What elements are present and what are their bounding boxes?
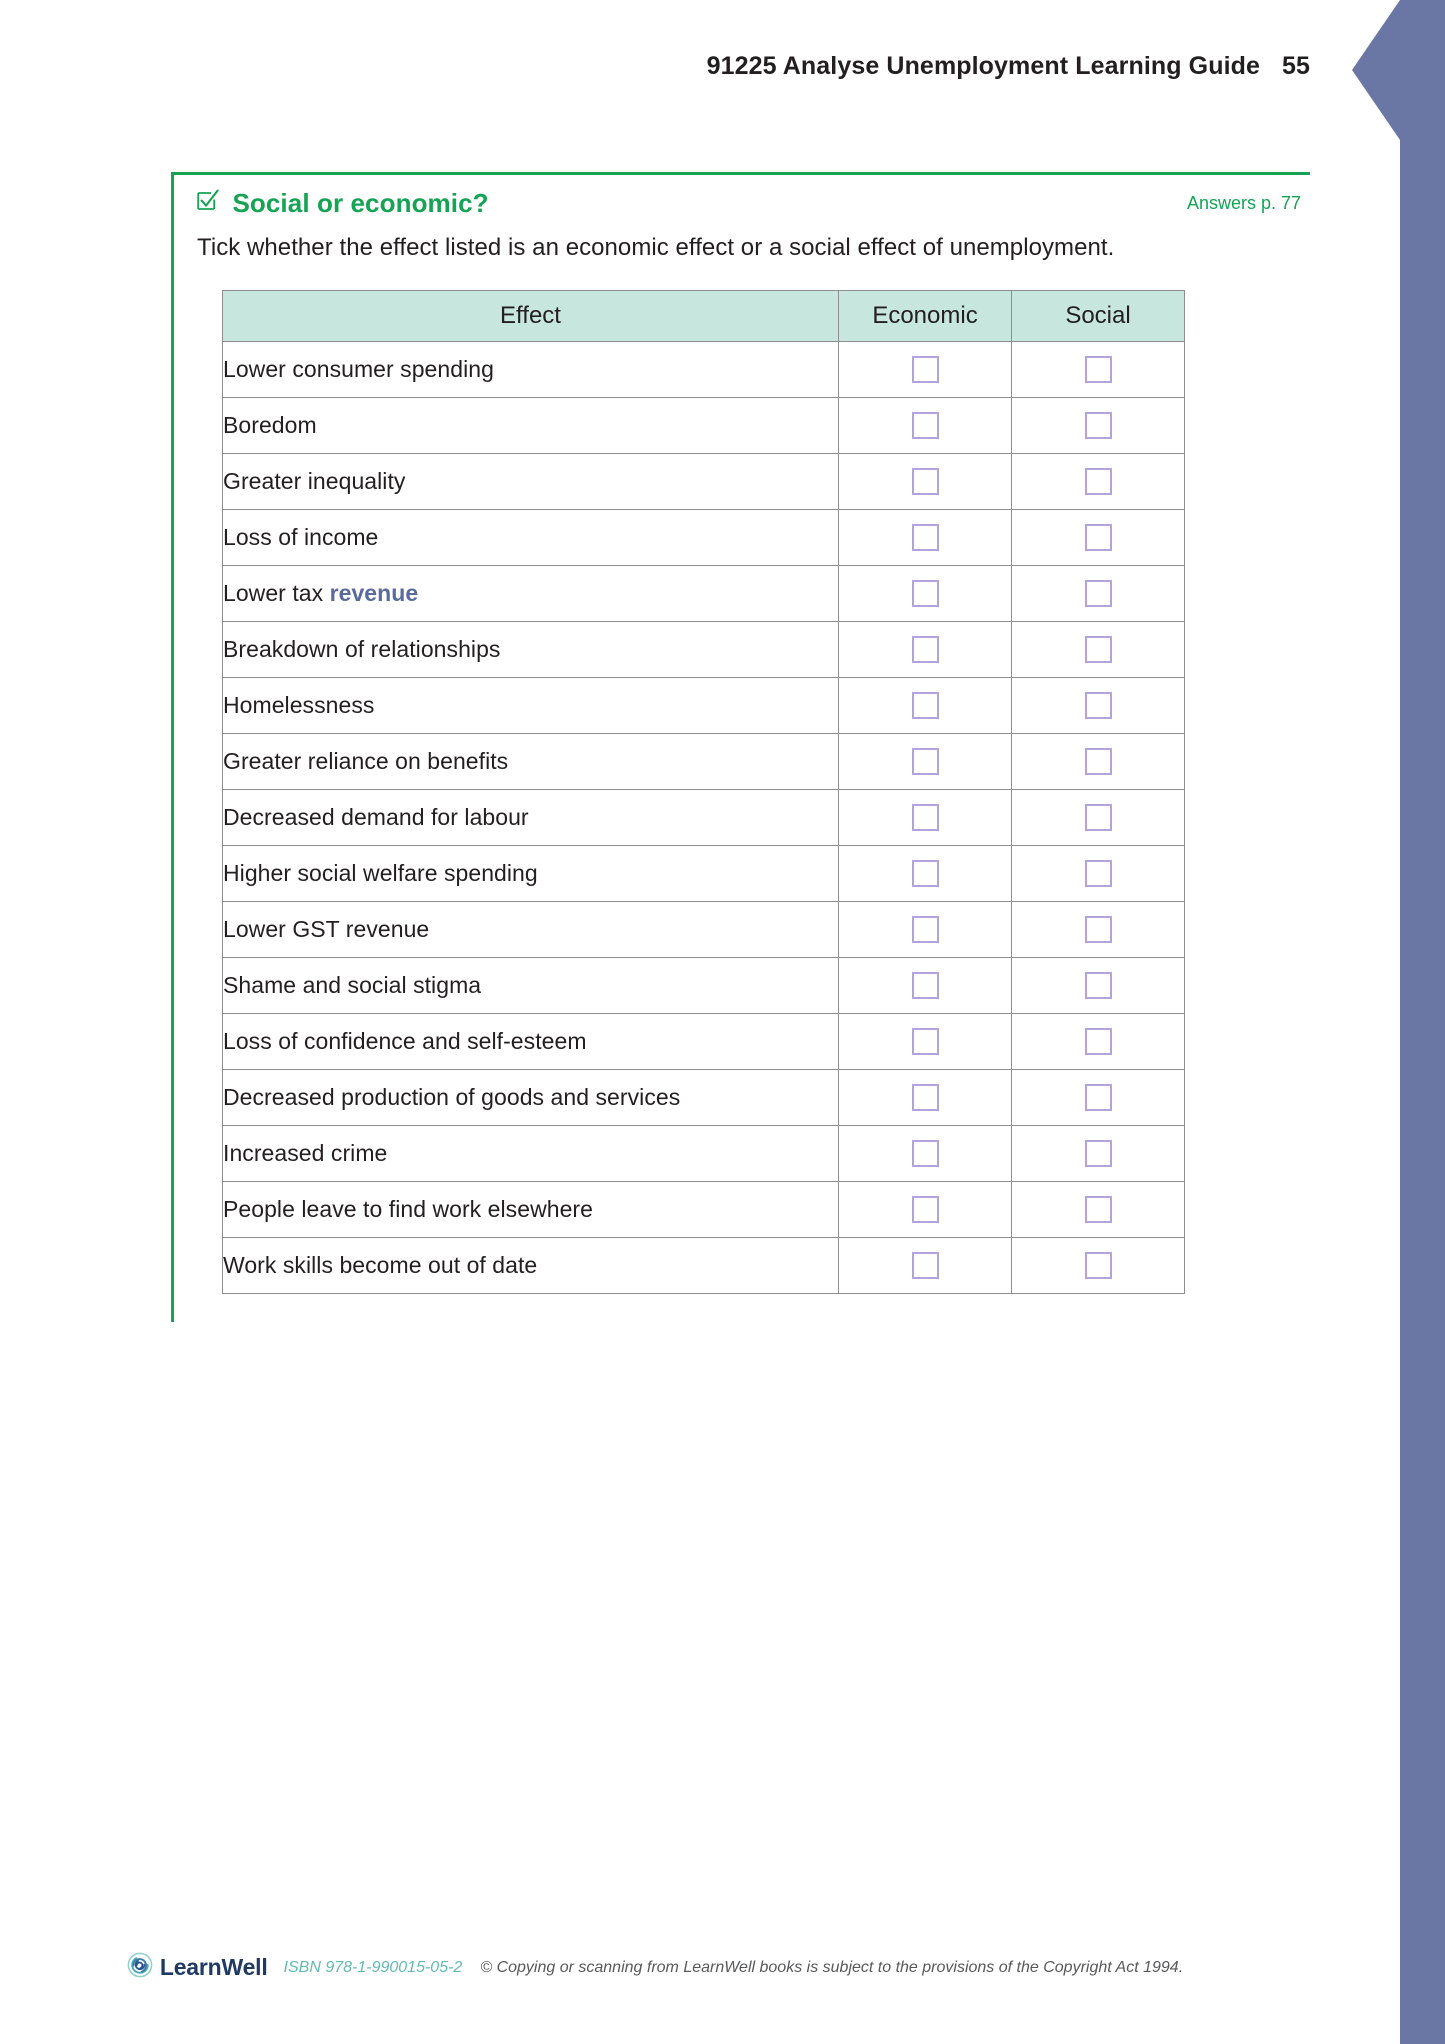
checkbox-economic[interactable] — [912, 748, 939, 775]
checkbox-cell-economic[interactable] — [839, 454, 1012, 510]
checkbox-cell-social[interactable] — [1012, 342, 1185, 398]
checkbox-cell-social[interactable] — [1012, 510, 1185, 566]
checkbox-social[interactable] — [1085, 1196, 1112, 1223]
table-row — [223, 846, 1185, 902]
isbn-text: ISBN 978-1-990015-05-2 — [283, 1958, 463, 1976]
checkbox-social[interactable] — [1085, 916, 1112, 943]
checkbox-social[interactable] — [1085, 1084, 1112, 1111]
checkbox-economic[interactable] — [912, 1028, 939, 1055]
checkbox-cell-economic[interactable] — [839, 734, 1012, 790]
table-row — [223, 342, 1185, 398]
effect-label: Lower consumer spending — [223, 342, 839, 398]
checkbox-cell-social[interactable] — [1012, 846, 1185, 902]
activity-title: Social or economic? — [232, 188, 489, 218]
checkbox-economic[interactable] — [912, 1140, 939, 1167]
learnwell-logo-text: LearnWell — [159, 1954, 268, 1980]
checkbox-cell-economic[interactable] — [839, 846, 1012, 902]
checkbox-social[interactable] — [1085, 692, 1112, 719]
checkbox-economic[interactable] — [912, 356, 939, 383]
activity-header — [174, 175, 1310, 223]
running-header — [0, 52, 1310, 81]
checkbox-economic[interactable] — [912, 524, 939, 551]
table-header-row — [223, 291, 1185, 342]
checkbox-cell-economic[interactable] — [839, 398, 1012, 454]
table-row — [223, 902, 1185, 958]
checkbox-economic[interactable] — [912, 916, 939, 943]
checkbox-economic[interactable] — [912, 1196, 939, 1223]
checkbox-cell-social[interactable] — [1012, 790, 1185, 846]
checkbox-social[interactable] — [1085, 636, 1112, 663]
checkbox-cell-social[interactable] — [1012, 1238, 1185, 1294]
effect-label: Loss of income — [223, 510, 839, 566]
activity-box — [171, 172, 1310, 1322]
checkbox-cell-social[interactable] — [1012, 566, 1185, 622]
effect-label-text: Lower tax — [223, 580, 330, 606]
effect-label: Homelessness — [223, 678, 839, 734]
checkbox-social[interactable] — [1085, 1028, 1112, 1055]
page-number: 55 — [1281, 52, 1310, 80]
column-header-economic: Economic — [839, 291, 1012, 342]
effect-label: People leave to find work elsewhere — [223, 1182, 839, 1238]
table-row — [223, 678, 1185, 734]
checkbox-economic[interactable] — [912, 468, 939, 495]
tick-box-icon — [197, 189, 219, 216]
effect-label: Work skills become out of date — [223, 1238, 839, 1294]
checkbox-cell-social[interactable] — [1012, 1126, 1185, 1182]
glossary-term: revenue — [329, 580, 419, 606]
effects-table — [222, 290, 1185, 1294]
column-header-effect: Effect — [223, 291, 839, 342]
checkbox-cell-social[interactable] — [1012, 1182, 1185, 1238]
checkbox-cell-economic[interactable] — [839, 790, 1012, 846]
effect-label: Higher social welfare spending — [223, 846, 839, 902]
checkbox-cell-economic[interactable] — [839, 1182, 1012, 1238]
table-row — [223, 1238, 1185, 1294]
checkbox-economic[interactable] — [912, 1084, 939, 1111]
checkbox-economic[interactable] — [912, 412, 939, 439]
activity-instruction: Tick whether the effect listed is an economic effect or a social effect of unemployment. — [197, 234, 1115, 261]
checkbox-cell-economic[interactable] — [839, 678, 1012, 734]
effect-label: Shame and social stigma — [223, 958, 839, 1014]
checkbox-social[interactable] — [1085, 1252, 1112, 1279]
table-row — [223, 1126, 1185, 1182]
checkbox-cell-social[interactable] — [1012, 1070, 1185, 1126]
table-row — [223, 454, 1185, 510]
table-row — [223, 398, 1185, 454]
checkbox-cell-economic[interactable] — [839, 566, 1012, 622]
table-row — [223, 734, 1185, 790]
checkbox-cell-economic[interactable] — [839, 1126, 1012, 1182]
checkbox-cell-economic[interactable] — [839, 1238, 1012, 1294]
table-row — [223, 622, 1185, 678]
copyright-text: © Copying or scanning from LearnWell books is subject to the provisions of the Copyright Act 1994. — [480, 1958, 1184, 1976]
checkbox-economic[interactable] — [912, 692, 939, 719]
checkbox-cell-social[interactable] — [1012, 678, 1185, 734]
checkbox-economic[interactable] — [912, 972, 939, 999]
answers-reference: Answers p. 77 — [1186, 193, 1301, 213]
checkbox-cell-social[interactable] — [1012, 958, 1185, 1014]
checkbox-economic[interactable] — [912, 580, 939, 607]
table-row — [223, 1070, 1185, 1126]
checkbox-economic[interactable] — [912, 636, 939, 663]
checkbox-cell-economic[interactable] — [839, 958, 1012, 1014]
checkbox-cell-economic[interactable] — [839, 510, 1012, 566]
effect-label: Greater reliance on benefits — [223, 734, 839, 790]
table-row — [223, 790, 1185, 846]
table-row — [223, 1182, 1185, 1238]
checkbox-social[interactable] — [1085, 412, 1112, 439]
checkbox-social[interactable] — [1085, 356, 1112, 383]
checkbox-social[interactable] — [1085, 580, 1112, 607]
effect-label: Loss of confidence and self-esteem — [223, 1014, 839, 1070]
checkbox-cell-economic[interactable] — [839, 902, 1012, 958]
effect-label: Lower GST revenue — [223, 902, 839, 958]
checkbox-social[interactable] — [1085, 1140, 1112, 1167]
effect-label: Decreased production of goods and services — [223, 1070, 839, 1126]
checkbox-cell-economic[interactable] — [839, 1014, 1012, 1070]
checkbox-economic[interactable] — [912, 1252, 939, 1279]
checkbox-social[interactable] — [1085, 468, 1112, 495]
effect-label: Decreased demand for labour — [223, 790, 839, 846]
spiral-logo-icon — [127, 1952, 153, 1983]
checkbox-cell-social[interactable] — [1012, 734, 1185, 790]
effect-label: Greater inequality — [223, 454, 839, 510]
table-body — [223, 342, 1185, 1294]
effect-label: Boredom — [223, 398, 839, 454]
page-title: 91225 Analyse Unemployment Learning Guide — [706, 52, 1260, 80]
chevron-left-icon — [1352, 0, 1400, 140]
checkbox-social[interactable] — [1085, 972, 1112, 999]
table-row — [223, 510, 1185, 566]
checkbox-cell-social[interactable] — [1012, 454, 1185, 510]
checkbox-cell-economic[interactable] — [839, 342, 1012, 398]
checkbox-economic[interactable] — [912, 860, 939, 887]
table-row — [223, 1014, 1185, 1070]
column-header-social: Social — [1012, 291, 1185, 342]
checkbox-cell-social[interactable] — [1012, 398, 1185, 454]
page-footer — [0, 1952, 1310, 1983]
right-edge-band — [1400, 0, 1445, 2044]
checkbox-cell-social[interactable] — [1012, 902, 1185, 958]
checkbox-cell-social[interactable] — [1012, 622, 1185, 678]
effect-label: Increased crime — [223, 1126, 839, 1182]
table-row — [223, 566, 1185, 622]
effect-label — [223, 566, 839, 622]
table-row — [223, 958, 1185, 1014]
effect-label: Breakdown of relationships — [223, 622, 839, 678]
checkbox-social[interactable] — [1085, 524, 1112, 551]
effects-table-container — [174, 262, 1310, 1322]
checkbox-cell-economic[interactable] — [839, 622, 1012, 678]
checkbox-cell-economic[interactable] — [839, 1070, 1012, 1126]
checkbox-cell-social[interactable] — [1012, 1014, 1185, 1070]
checkbox-social[interactable] — [1085, 748, 1112, 775]
checkbox-social[interactable] — [1085, 804, 1112, 831]
checkbox-economic[interactable] — [912, 804, 939, 831]
checkbox-social[interactable] — [1085, 860, 1112, 887]
